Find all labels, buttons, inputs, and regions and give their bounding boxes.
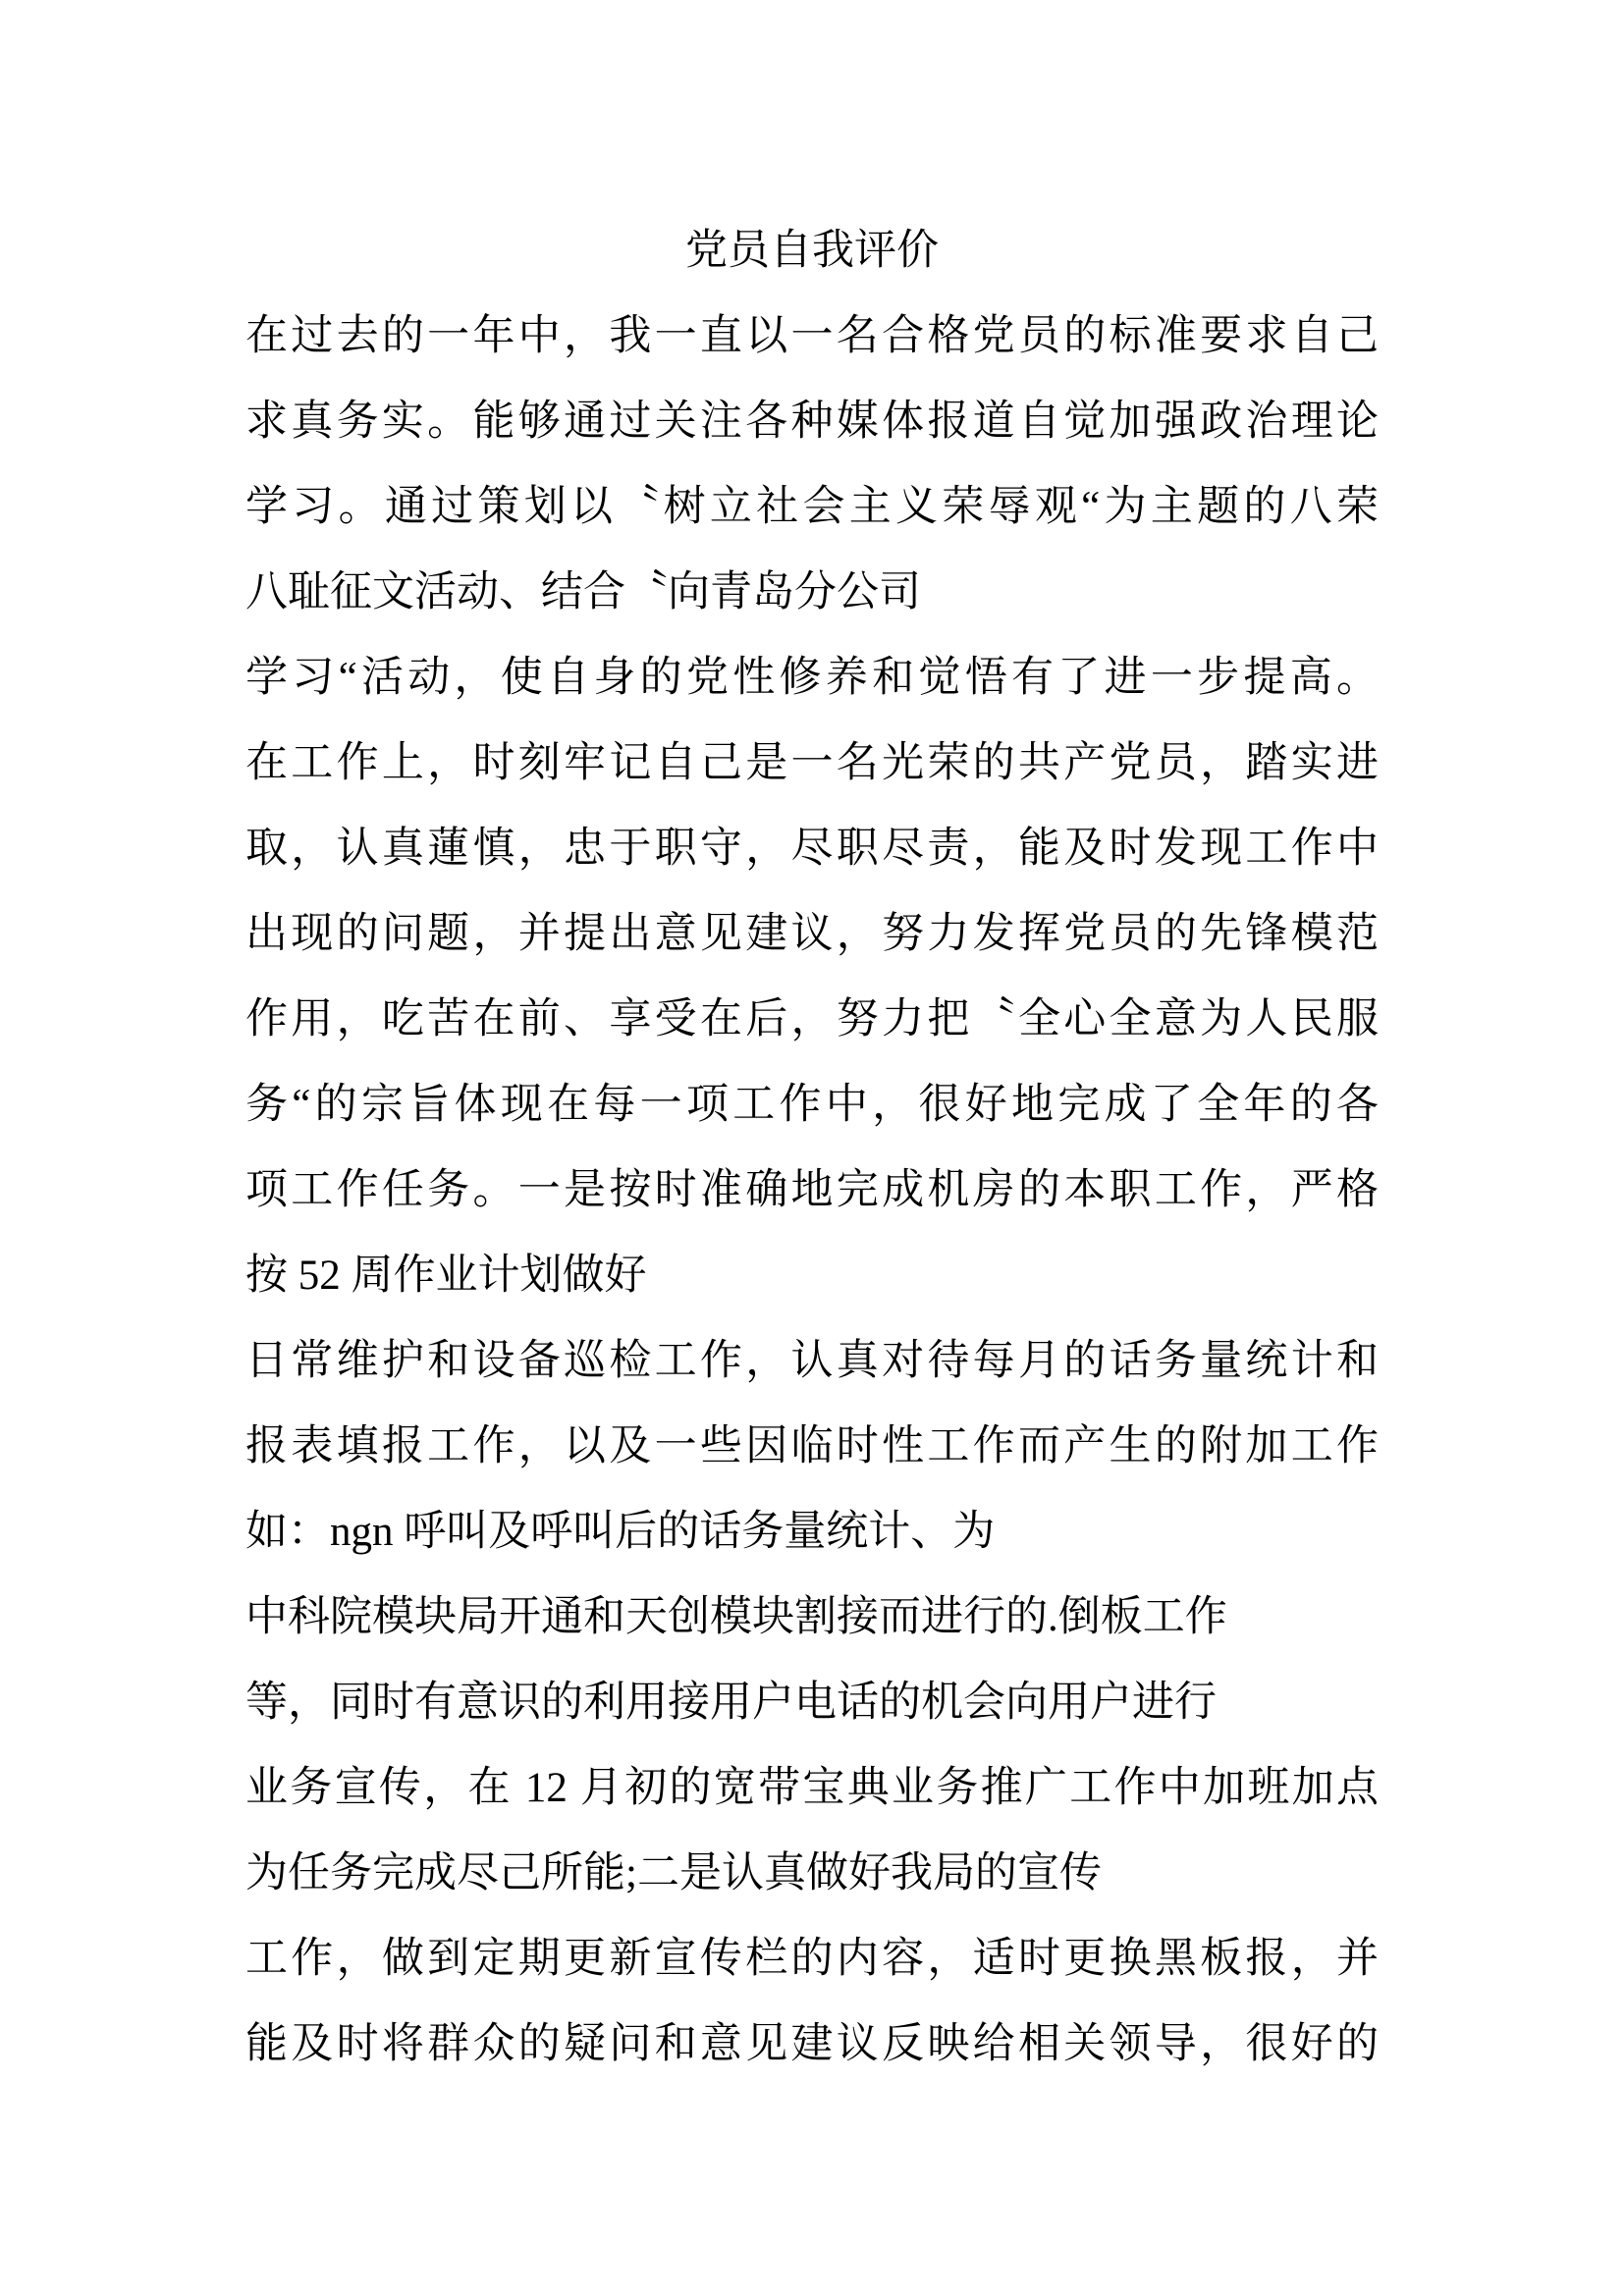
body-line: 学习。通过策划以〝树立社会主义荣辱观“为主题的八荣 bbox=[245, 484, 1379, 530]
body-line: 按 52 周作业计划做好 bbox=[245, 1253, 647, 1299]
body-line: 中科院模块局开通和天创模块割接而进行的.倒板工作 bbox=[245, 1594, 1227, 1640]
body-line: 如：ngn 呼叫及呼叫后的话务量统计、为 bbox=[245, 1509, 996, 1555]
body-line: 能及时将群众的疑问和意见建议反映给相关领导，很好的 bbox=[245, 2021, 1379, 2067]
body-line: 八耻征文活动、结合〝向青岛分公司 bbox=[245, 569, 921, 615]
body-line: 业务宣传，在 12 月初的宽带宝典业务推广工作中加班加点 bbox=[245, 1765, 1379, 1811]
body-line: 出现的问题，并提出意见建议，努力发挥党员的先锋模范 bbox=[245, 911, 1379, 957]
body-line: 为任务完成尽己所能;二是认真做好我局的宣传 bbox=[245, 1850, 1102, 1896]
body-line: 日常维护和设备巡检工作，认真对待每月的话务量统计和 bbox=[245, 1338, 1379, 1384]
body-line: 取，认真蓮慎，忠于职守，尽职尽责，能及时发现工作中 bbox=[245, 826, 1379, 872]
body-line: 在工作上，时刻牢记自己是一名光荣的共产党员，踏实进 bbox=[245, 740, 1379, 786]
body-line: 在过去的一年中，我一直以一名合格党员的标准要求自己 bbox=[245, 313, 1379, 359]
body-line: 学习“活动，使自身的党性修养和觉悟有了进一步提高。 bbox=[245, 655, 1379, 701]
body-line: 求真务实。能够通过关注各种媒体报道自觉加强政治理论 bbox=[245, 399, 1379, 445]
body-line: 务“的宗旨体现在每一项工作中，很好地完成了全年的各 bbox=[245, 1082, 1379, 1128]
body-line: 工作，做到定期更新宣传栏的内容，适时更换黑板报，并 bbox=[245, 1936, 1379, 1982]
document-body bbox=[245, 294, 1379, 2087]
body-line: 报表填报工作，以及一些因临时性工作而产生的附加工作 bbox=[245, 1423, 1379, 1469]
body-line: 作用，吃苦在前、享受在后，努力把〝全心全意为人民服 bbox=[245, 996, 1379, 1042]
body-line: 等，同时有意识的利用接用户电话的机会向用户进行 bbox=[245, 1680, 1217, 1726]
document-title: 党员自我评价 bbox=[685, 228, 939, 274]
body-line: 项工作任务。一是按时准确地完成机房的本职工作，严格 bbox=[245, 1167, 1379, 1213]
